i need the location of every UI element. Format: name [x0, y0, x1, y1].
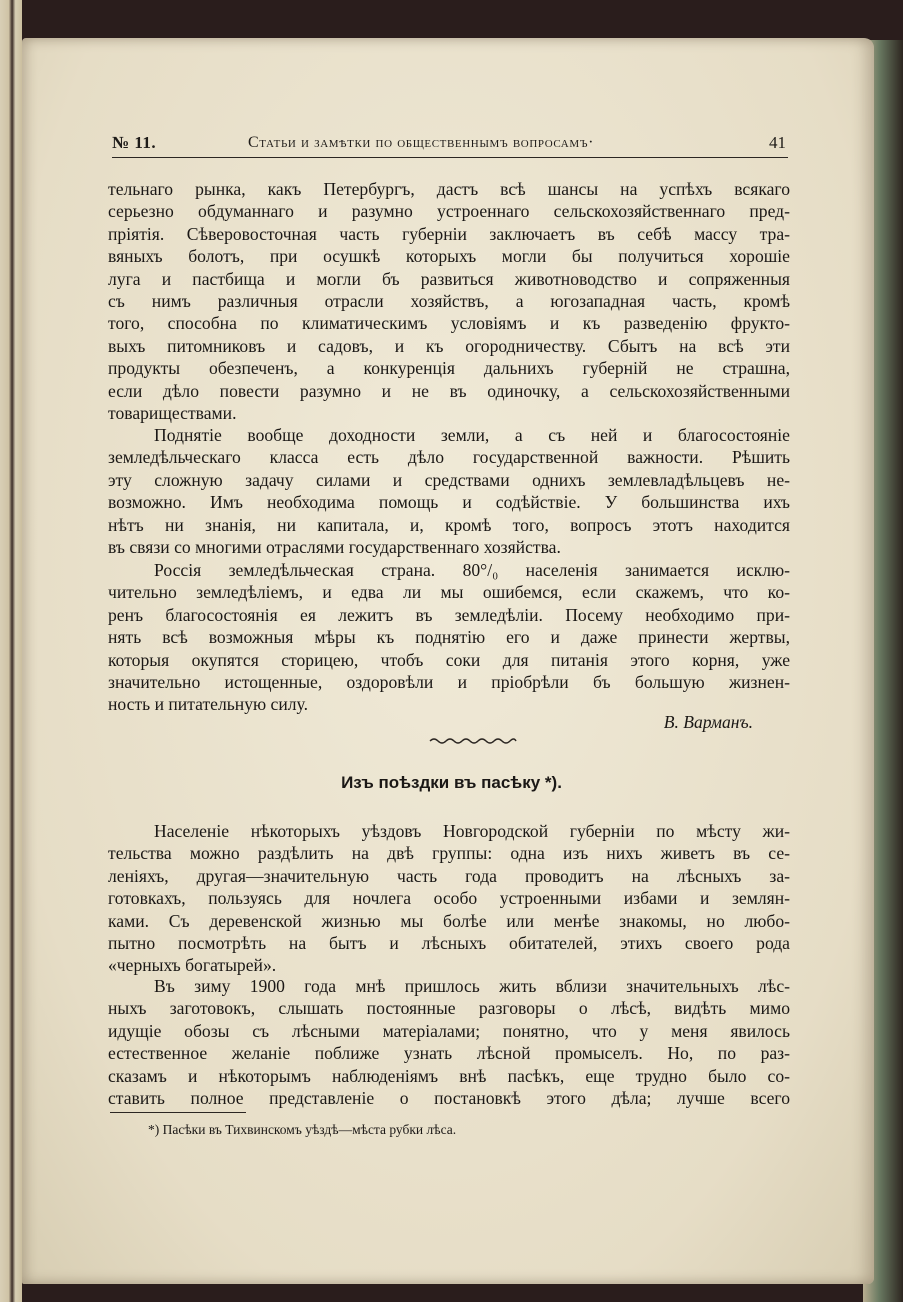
text-line: возможно. Имъ необходима помощь и содѣйствіе. У большинства ихъ — [108, 492, 790, 513]
text-line: нѣтъ ни знанія, ни капитала, и, кромѣ того, вопросъ этотъ находится — [108, 514, 790, 535]
text-line: ренъ благосостоянія ея лежитъ въ земледѣліи. Посему необходимо при- — [108, 604, 790, 625]
text-line: эту сложную задачу силами и средствами однихъ землевладѣльцевъ не- — [108, 469, 790, 490]
text-line: «черныхъ богатырей». — [108, 955, 277, 976]
text-line: луга и пастбища и могли бъ развиться животноводство и сопряженныя — [108, 268, 790, 289]
footnote-divider — [110, 1112, 246, 1113]
author-signature: В. Варманъ. — [663, 712, 753, 732]
paragraph-3 — [108, 559, 790, 716]
text-line: идущіе обозы съ лѣсными матеріалами; понятно, что у меня явилось — [108, 1020, 790, 1041]
text-line: тельнаго рынка, какъ Петербургъ, дастъ всѣ шансы на успѣхъ всякаго — [108, 179, 790, 199]
text-line: съ нимъ различныя отрасли хозяйствъ, а югозападная часть, кромѣ — [108, 291, 790, 312]
text-line: нять всѣ возможныя мѣры къ поднятію его и даже принести жертвы, — [108, 627, 790, 648]
text-line: ныхъ заготовокъ, слышать постоянные разговоры о лѣсѣ, видѣть мимо — [108, 998, 790, 1019]
wavy-divider — [428, 736, 518, 746]
text-line: земледѣльческаго класса есть дѣло государственной важности. Рѣшить — [108, 447, 790, 468]
issue-number: № 11. — [112, 133, 157, 152]
text-line: того, способна по климатическимъ условіямъ и къ разведенію фрукто- — [108, 313, 790, 334]
text-line: продукты обезпеченъ, а конкуренція дальнихъ губерній не страшна, — [108, 358, 790, 379]
text-line: серьезно обдуманнаго и разумно устроеннаго сельскохозяйственнаго пред- — [108, 201, 790, 222]
paragraph-1 — [108, 178, 790, 424]
text-line: если дѣло повести разумно и не въ одиночку, а сельскохозяйственными — [108, 380, 790, 401]
running-title: Статьи и замѣтки по общественнымъ вопросамъ· — [248, 134, 595, 151]
text-line: въ связи со многими отраслями государственнаго хозяйства. — [108, 537, 561, 558]
paragraph-4 — [108, 820, 790, 977]
text-line: готовкахъ, пользуясь для ночлега особо устроенными избами и землян- — [108, 888, 790, 909]
text-line: Поднятіе вообще доходности земли, а съ ней и благосостояніе — [154, 425, 790, 445]
text-line: выхъ питомниковъ и садовъ, и къ огородничеству. Сбытъ на всѣ эти — [108, 335, 790, 356]
text-line: значительно истощенные, оздоровѣли и пріобрѣли бъ большую жизнен- — [108, 672, 790, 693]
text-line: товариществами. — [108, 403, 237, 424]
text-line: Въ зиму 1900 года мнѣ пришлось жить вблизи значительныхъ лѣс- — [154, 976, 790, 996]
text-line: естественное желаніе поближе узнать лѣсной промыселъ. Но, по раз- — [108, 1043, 790, 1064]
page-number: 41 — [769, 133, 786, 152]
text-line: Населеніе нѣкоторыхъ уѣздовъ Новгородской губерніи по мѣсту жи- — [154, 821, 790, 841]
text-line: леніяхъ, другая—значительную часть года проводитъ на лѣсныхъ за- — [108, 865, 790, 886]
text-line: которыя окупятся сторицею, чтобъ соки для питанія этого корня, уже — [108, 649, 790, 670]
paragraph-2 — [108, 424, 790, 558]
paragraph-5 — [108, 975, 790, 1109]
text-line: вяныхъ болотъ, при осушкѣ которыхъ могли бы получиться хорошіе — [108, 246, 790, 267]
section-heading: Изъ поѣздки въ пасѣку *). — [341, 773, 562, 792]
text-line: пріятія. Сѣверовосточная часть губерніи заключаетъ въ себѣ массу тра- — [108, 223, 790, 244]
text-line: ность и питательную силу. — [108, 694, 308, 715]
text-line: пытно посмотрѣть на бытъ и лѣсныхъ обитателей, этихъ своего рода — [108, 933, 790, 954]
text-line: чительно земледѣліемъ, и едва ли мы ошибемся, если скажемъ, что ко- — [108, 582, 790, 603]
text-line: сказамъ и нѣкоторымъ наблюденіямъ внѣ пасѣкъ, еще трудно было со- — [108, 1065, 790, 1086]
text-line: Россія земледѣльческая страна. 80°/₀ населенія занимается исклю- — [154, 560, 790, 580]
text-line: ставить полное представленіе о постановкѣ этого дѣла; лучше всего — [108, 1088, 790, 1109]
running-header — [112, 133, 788, 158]
footnote: *) Пасѣки въ Тихвинскомъ уѣздѣ—мѣста рубки лѣса. — [148, 1122, 457, 1137]
text-line: тельства можно раздѣлить на двѣ группы: одна изъ нихъ живетъ въ се- — [108, 843, 790, 864]
text-line: ками. Съ деревенской жизнью мы болѣе или менѣе знакомы, но любо- — [108, 910, 790, 931]
book-binding — [0, 0, 22, 1302]
